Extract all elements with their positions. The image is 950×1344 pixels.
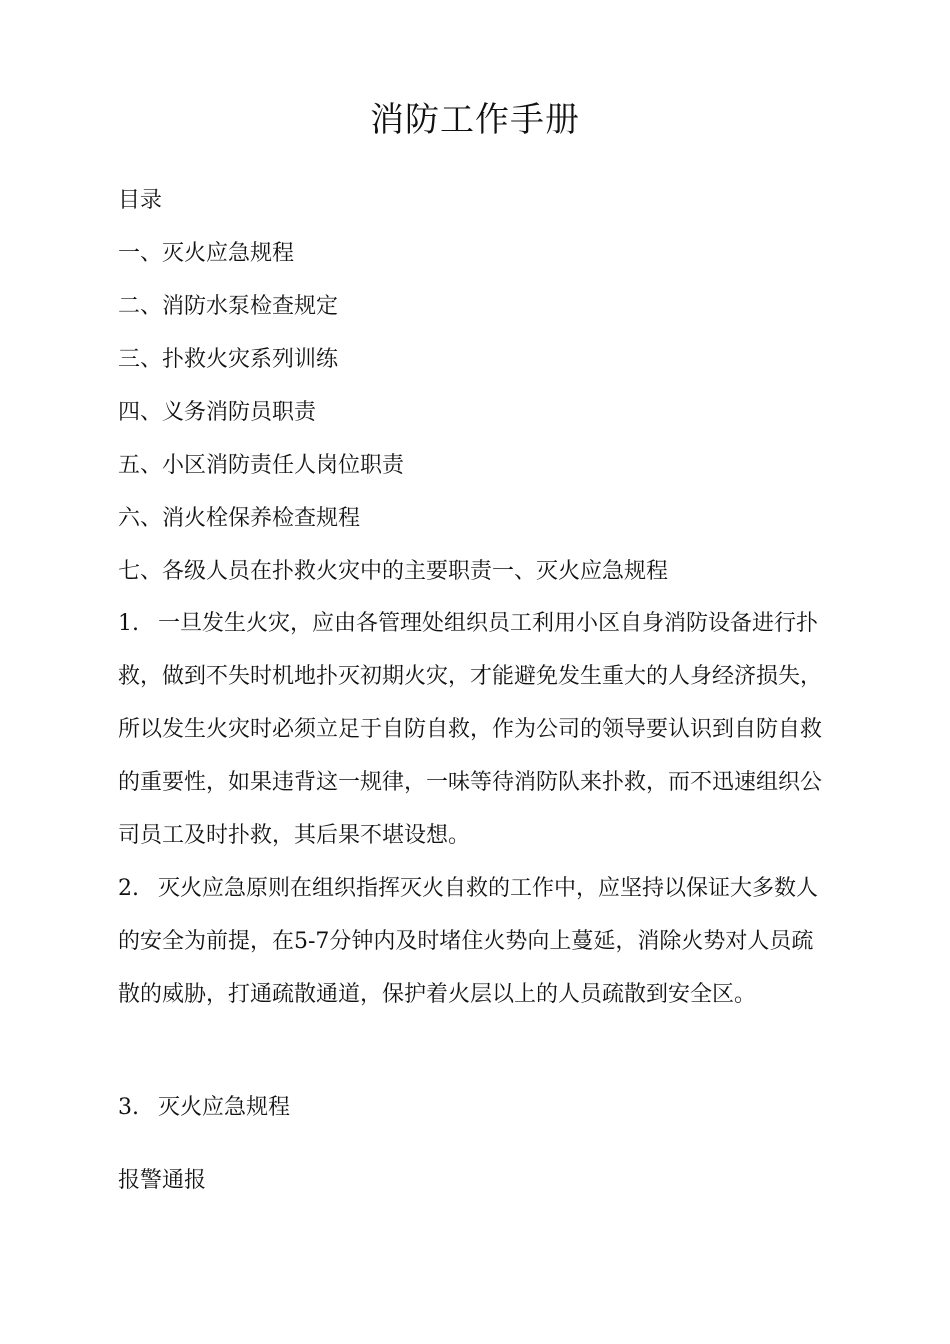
paragraph-number: 3. [118, 1095, 139, 1120]
section-subheading: 报警通报 [118, 1168, 207, 1193]
paragraph-text: 一旦发生火灾，应由各管理处组织员工利用小区自身消防设备进行扑救，做到不失时机地扑灭初期火灾，才能避免发生重大的人身经济损失，所以发生火灾时必须立足于自防自救，作为公司的领导要认识到自防自救的重要性，如果违背这一规律，一味等待消防队来扑救，而不迅速组织公司员工及时扑救，其后果不堪设想。 [118, 611, 823, 848]
toc-item-4: 四、义务消防员职责 [118, 400, 317, 425]
toc-item-1: 一、灭火应急规程 [118, 241, 295, 266]
toc-item-3: 三、扑救火灾系列训练 [118, 347, 339, 372]
toc-item-2: 二、消防水泵检查规定 [118, 294, 339, 319]
paragraph-number: 2. [118, 876, 139, 901]
toc-heading: 目录 [118, 188, 163, 213]
toc-item-6: 六、消火栓保养检查规程 [118, 506, 361, 531]
toc-item-5: 五、小区消防责任人岗位职责 [118, 453, 405, 478]
document-title: 消防工作手册 [370, 100, 580, 140]
paragraph-number: 1. [118, 611, 139, 636]
paragraph-3 [118, 1093, 290, 1123]
toc-item-7: 七、各级人员在扑救火灾中的主要职责一、灭火应急规程 [118, 559, 669, 584]
paragraph-1 [118, 597, 828, 862]
paragraph-text: 灭火应急原则在组织指挥灭火自救的工作中，应坚持以保证大多数人的安全为前提，在5-7分钟内及时堵住火势向上蔓延，消除火势对人员疏散的威胁，打通疏散通道，保护着火层以上的人员疏散到安全区。 [118, 876, 819, 1007]
paragraph-text: 灭火应急规程 [158, 1095, 291, 1120]
paragraph-2 [118, 862, 828, 1021]
